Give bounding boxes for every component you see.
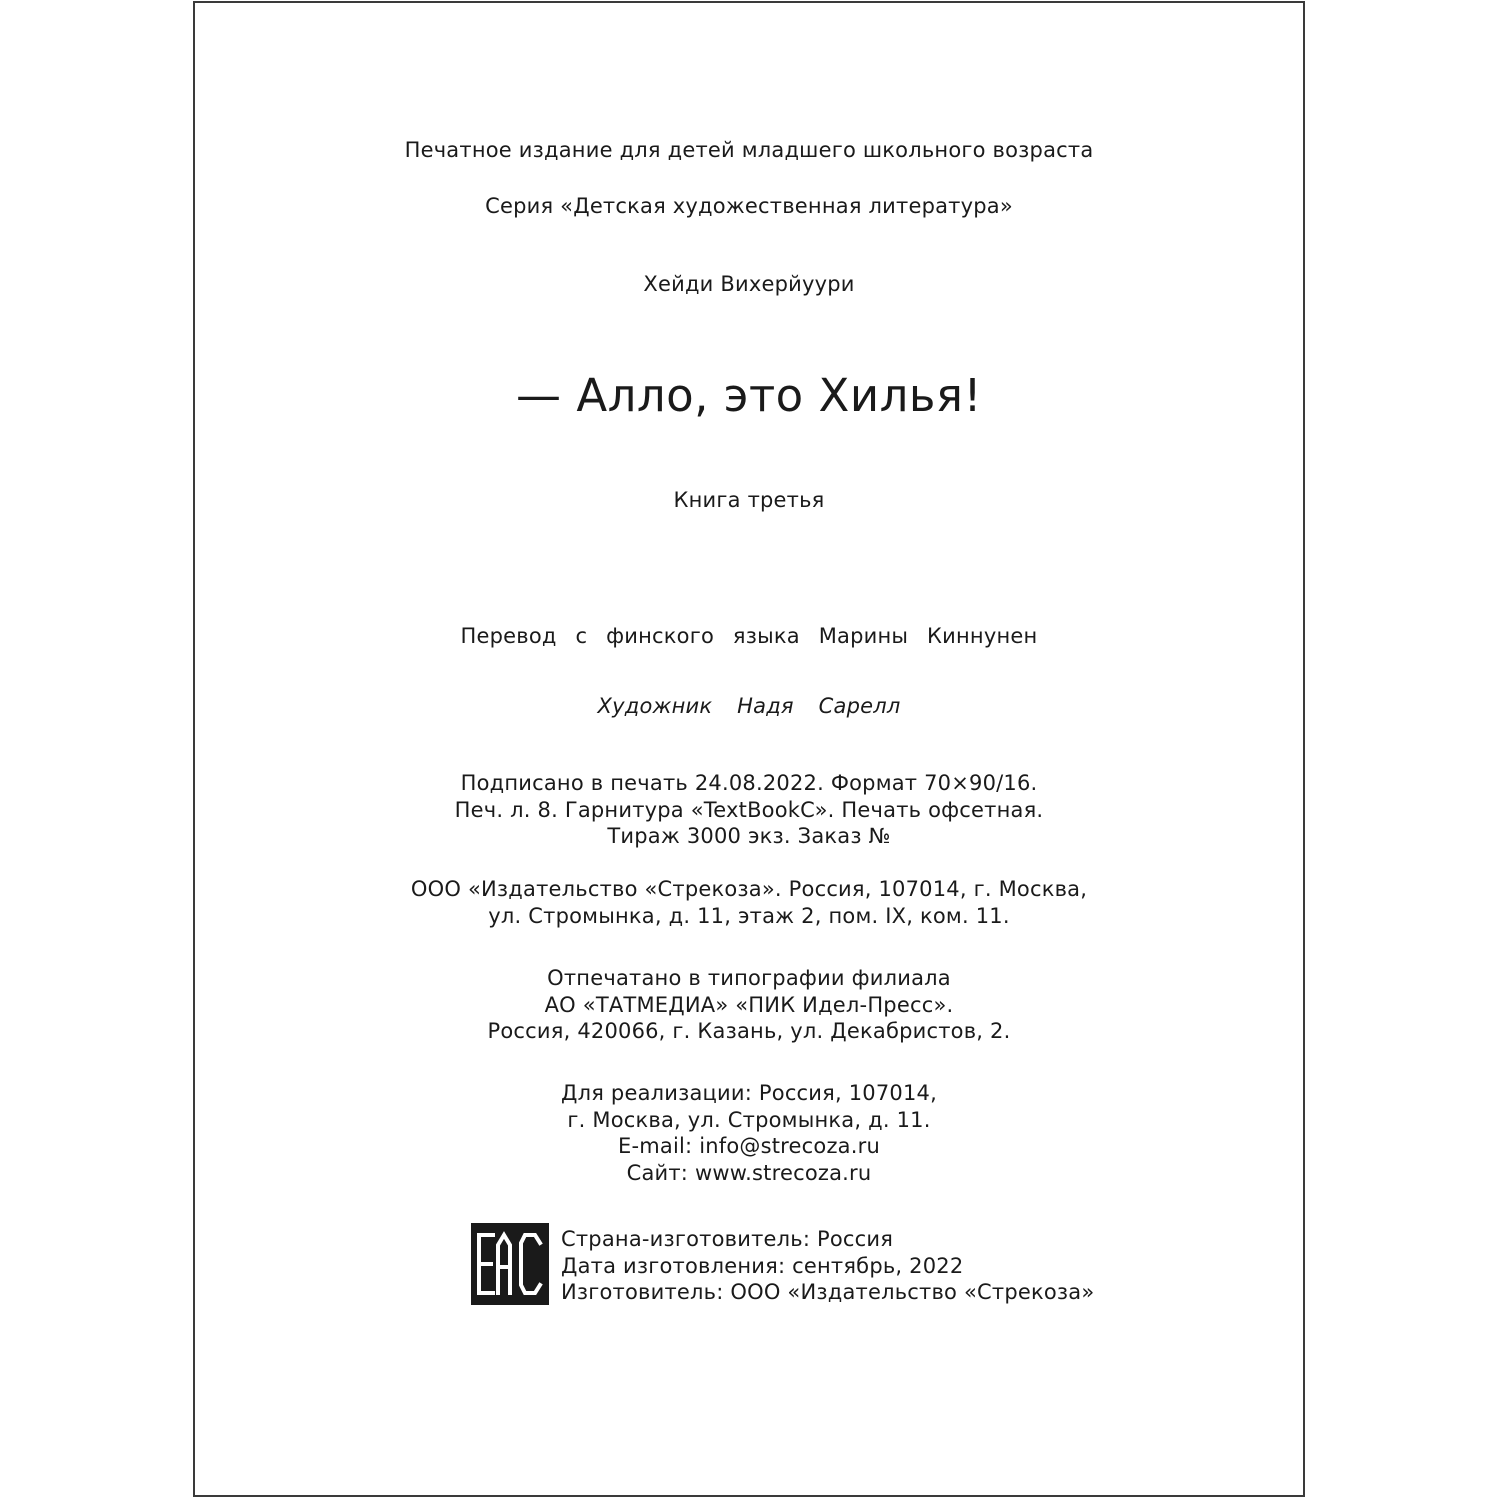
print-line: Тираж 3000 экз. Заказ № (607, 824, 891, 848)
printer-info (195, 965, 1303, 1045)
print-details (195, 770, 1303, 850)
author-name: Хейди Вихерйуури (643, 272, 855, 296)
manufacturer-line: Изготовитель: ООО «Издательство «Стрекоза» (561, 1280, 1095, 1304)
publisher-line: ул. Стромынка, д. 11, этаж 2, пом. IX, ком. 11. (488, 903, 1010, 928)
print-line: Печ. л. 8. Гарнитура «TextBookC». Печать офсетная. (454, 797, 1044, 822)
edition-type: Печатное издание для детей младшего школьного возраста (404, 138, 1094, 162)
eac-mark-icon (471, 1223, 549, 1305)
series-line: Серия «Детская художественная литература» (485, 194, 1013, 218)
manufacturer-line: Дата изготовления: сентябрь, 2022 (561, 1253, 964, 1278)
printer-line: АО «ТАТМЕДИА» «ПИК Идел-Пресс». (544, 992, 954, 1017)
print-line: Подписано в печать 24.08.2022. Формат 70×90/16. (460, 771, 1038, 795)
printer-line: Россия, 420066, г. Казань, ул. Декабристов, 2. (487, 1019, 1011, 1043)
book-title: — Алло, это Хилья! (516, 369, 982, 422)
imprint-page (193, 1, 1305, 1497)
printer-line: Отпечатано в типографии филиала (547, 966, 951, 990)
illustrator-credit: Художник Надя Сарелл (597, 694, 901, 718)
manufacturer-line: Страна-изготовитель: Россия (561, 1227, 894, 1251)
publisher-line: ООО «Издательство «Стрекоза». Россия, 107014, г. Москва, (410, 877, 1088, 901)
publisher-address (195, 876, 1303, 929)
book-volume: Книга третья (673, 488, 825, 512)
distribution-line: Для реализации: Россия, 107014, (561, 1081, 937, 1105)
distribution-info (195, 1080, 1303, 1186)
distribution-line: г. Москва, ул. Стромынка, д. 11. (567, 1107, 931, 1132)
distribution-line: E-mail: info@strecoza.ru (618, 1134, 880, 1158)
manufacturer-info (561, 1226, 1094, 1306)
distribution-line: Сайт: www.strecoza.ru (626, 1160, 872, 1185)
translation-credit: Перевод с финского языка Марины Киннунен (460, 624, 1038, 648)
